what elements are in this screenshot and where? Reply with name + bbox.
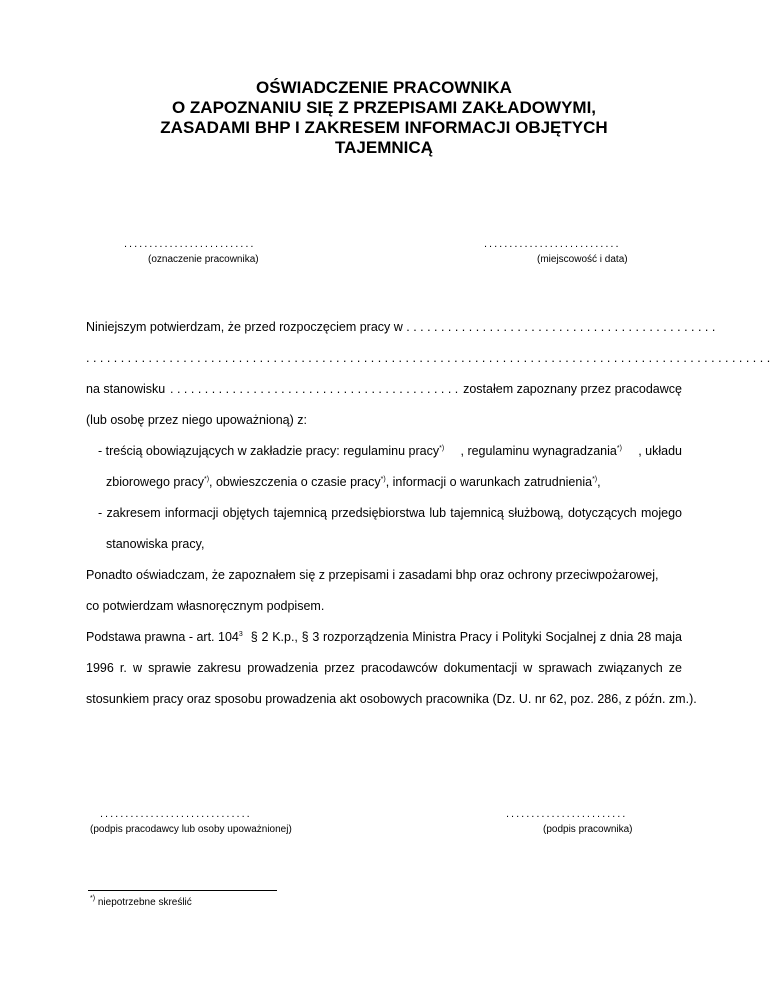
employer-signature-caption: (podpis pracodawcy lub osoby upoważnionej) xyxy=(90,824,292,835)
employee-designation-line: .......................... xyxy=(124,238,256,250)
place-date-line: ........................... xyxy=(484,238,621,250)
employer-signature-line: .............................. xyxy=(100,808,252,820)
list-item-regulations-line-1 xyxy=(98,444,682,458)
body-line-3 xyxy=(86,382,682,396)
legal-basis-line-2: 1996 r. w sprawie zakresu prowadzenia przez pracodawców dokumentacji w sprawach związanych ze xyxy=(86,661,682,675)
item1-part-c: , układu xyxy=(638,444,682,458)
footnote-ref: *) xyxy=(439,445,445,452)
title-line-4: TAJEMNICĄ xyxy=(335,138,433,157)
legal-basis-line-1: Podstawa prawna - art. $104^3$ § 2 K.p., § 3 rozporządzenia Ministra Pracy i Polityki Socjalnej z dnia 28 maja xyxy=(86,630,682,644)
legal-basis-line-3: stosunkiem pracy oraz sposobu prowadzenia akt osobowych pracownika (Dz. U. nr 62, poz. 286, z późn. zm.). xyxy=(86,692,697,706)
footnote-text: niepotrzebne skreślić xyxy=(97,897,192,908)
list-item-confidential-line-2: stanowiska pracy, xyxy=(106,537,205,551)
item1-part-a: - treścią obowiązujących w zakładzie pracy: regulaminu pracy*) xyxy=(98,444,445,458)
body-line-4: (lub osobę przez niego upoważnioną) z: xyxy=(86,413,307,427)
footnote-ref: *) xyxy=(203,476,210,483)
place-date-caption: (miejscowość i data) xyxy=(537,254,628,265)
title-line-2: O ZAPOZNANIU SIĘ Z PRZEPISAMI ZAKŁADOWYMI, xyxy=(171,98,597,117)
employee-designation-caption: (oznaczenie pracownika) xyxy=(148,254,259,265)
list-item-confidential-line-1: - zakresem informacji objętych tajemnicą przedsiębiorstwa lub tajemnicą służbową, dotyczących mojego xyxy=(98,506,682,520)
footnote-ref: *) xyxy=(380,476,386,483)
body-line-2: . . . . . . . . . . . . . . . . . . . . . . . . . . . . . . . . . . . . . . . . . . . . . . . . . . . . . . . . . . . . . . . . . . . . . . . . . . . . . . . . . . . . . . . . . . . . . . . . . . . xyxy=(86,351,770,365)
item1-part-b: , regulaminu wynagradzania*) xyxy=(460,444,622,458)
statement-line-2: co potwierdzam własnoręcznym podpisem. xyxy=(86,599,325,613)
legal-basis-text: § 2 K.p., § 3 rozporządzenia Ministra Pracy i Polityki Socjalnej z dnia 28 maja xyxy=(250,630,682,644)
article-superscript: 3 xyxy=(238,631,243,638)
list-item-regulations-line-2: zbiorowego pracy*), obwieszczenia o czasie pracy*), informacji o warunkach zatrudnienia*), xyxy=(106,475,601,489)
position-continuation: zostałem zapoznany przez pracodawcę xyxy=(463,382,682,396)
footnote-mark: *) xyxy=(90,895,96,902)
employee-signature-caption: (podpis pracownika) xyxy=(543,824,633,835)
position-label: na stanowisku xyxy=(86,382,166,396)
statement-line-1: Ponadto oświadczam, że zapoznałem się z przepisami i zasadami bhp oraz ochrony przeciwpożarowej, xyxy=(86,568,659,582)
footnote-ref: *) xyxy=(616,445,622,452)
footnote-ref: *) xyxy=(592,476,598,483)
title-line-3: ZASADAMI BHP I ZAKRESEM INFORMACJI OBJĘTYCH xyxy=(160,118,608,137)
footnote-separator xyxy=(88,890,277,891)
document-title xyxy=(0,78,768,158)
footnote xyxy=(90,897,192,908)
position-dots: . . . . . . . . . . . . . . . . . . . . . . . . . . . . . . . . . . . . . . . . . . xyxy=(170,382,459,396)
employee-signature-line: ........................ xyxy=(506,808,628,820)
title-line-1: OŚWIADCZENIE PRACOWNIKA xyxy=(256,78,512,97)
body-line-1: Niniejszym potwierdzam, że przed rozpoczęciem pracy w . . . . . . . . . . . . . . . . . . . . . . . . . . . . . . . . . . . . . . . . . . . . . xyxy=(86,320,716,334)
